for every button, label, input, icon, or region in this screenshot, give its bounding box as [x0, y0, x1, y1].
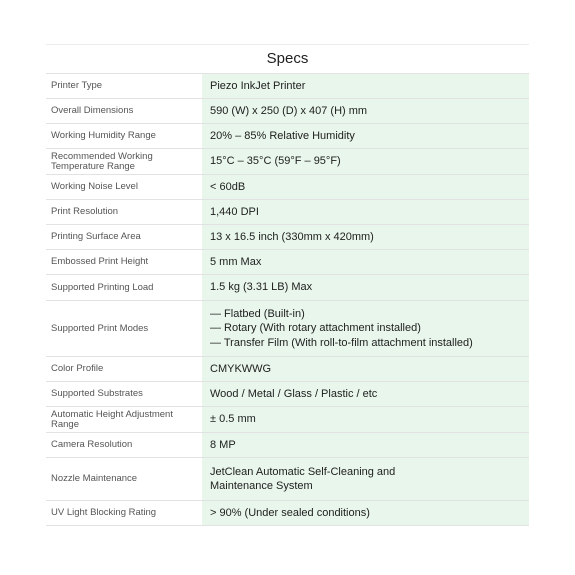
spec-label: Recommended Working Temperature Range: [46, 149, 202, 175]
spec-value: 13 x 16.5 inch (330mm x 420mm): [202, 225, 529, 250]
spec-value: CMYKWWG: [202, 357, 529, 382]
spec-label: Embossed Print Height: [46, 250, 202, 275]
table-row: [46, 407, 529, 433]
spec-value: 1,440 DPI: [202, 200, 529, 225]
specs-title: Specs: [46, 44, 529, 73]
spec-label: Working Humidity Range: [46, 124, 202, 149]
table-row: [46, 275, 529, 301]
spec-value-line: — Rotary (With rotary attachment installed): [210, 322, 421, 335]
table-row: [46, 357, 529, 382]
spec-label: Nozzle Maintenance: [46, 458, 202, 501]
specs-table-container: [46, 44, 529, 526]
spec-label: Printing Surface Area: [46, 225, 202, 250]
spec-label: Supported Substrates: [46, 382, 202, 407]
table-row: [46, 225, 529, 250]
spec-value: [202, 301, 529, 357]
table-row: [46, 124, 529, 149]
spec-value-line: JetClean Automatic Self-Cleaning and: [210, 465, 396, 478]
spec-value: ± 0.5 mm: [202, 407, 529, 433]
spec-value-line: — Flatbed (Built-in): [210, 307, 305, 320]
spec-value: 20% – 85% Relative Humidity: [202, 124, 529, 149]
table-row: [46, 301, 529, 357]
spec-label: Working Noise Level: [46, 175, 202, 200]
spec-value: Wood / Metal / Glass / Plastic / etc: [202, 382, 529, 407]
table-row: [46, 458, 529, 501]
table-row: [46, 433, 529, 458]
spec-label: Camera Resolution: [46, 433, 202, 458]
spec-value: 8 MP: [202, 433, 529, 458]
spec-value: 590 (W) x 250 (D) x 407 (H) mm: [202, 99, 529, 124]
spec-value: < 60dB: [202, 175, 529, 200]
spec-value: 15°C – 35°C (59°F – 95°F): [202, 149, 529, 175]
spec-label: Printer Type: [46, 74, 202, 99]
spec-value: Piezo InkJet Printer: [202, 74, 529, 99]
table-row: [46, 501, 529, 526]
spec-value-line: — Transfer Film (With roll-to-film attachment installed): [210, 336, 473, 349]
table-row: [46, 149, 529, 175]
spec-label: Overall Dimensions: [46, 99, 202, 124]
spec-value-line: Maintenance System: [210, 480, 313, 492]
spec-label: Supported Printing Load: [46, 275, 202, 301]
table-row: [46, 175, 529, 200]
table-row: [46, 99, 529, 124]
table-row: [46, 382, 529, 407]
spec-value: 5 mm Max: [202, 250, 529, 275]
spec-value: 1.5 kg (3.31 LB) Max: [202, 275, 529, 301]
specs-table: [46, 73, 529, 526]
table-row: [46, 200, 529, 225]
table-row: [46, 74, 529, 99]
spec-label: Supported Print Modes: [46, 301, 202, 357]
spec-value: [202, 458, 529, 501]
spec-label: Color Profile: [46, 357, 202, 382]
spec-value: > 90% (Under sealed conditions): [202, 501, 529, 526]
spec-label: UV Light Blocking Rating: [46, 501, 202, 526]
table-row: [46, 250, 529, 275]
spec-label: Print Resolution: [46, 200, 202, 225]
spec-label: Automatic Height Adjustment Range: [46, 407, 202, 433]
